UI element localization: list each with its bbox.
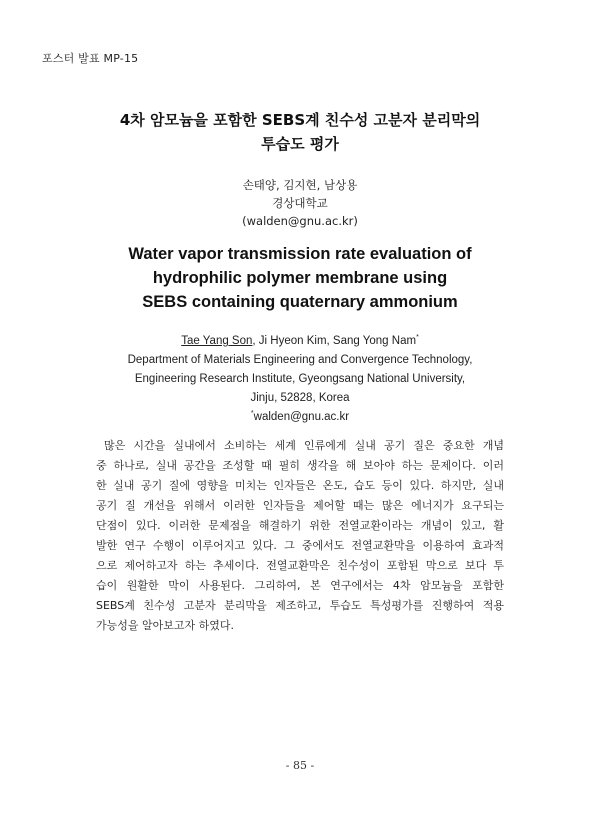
department: Department of Materials Engineering and Convergence Technology, xyxy=(127,354,473,366)
institute: Engineering Research Institute, Gyeongsang National University, xyxy=(134,373,466,385)
email-mark: * xyxy=(250,410,254,418)
abstract-body xyxy=(96,436,504,636)
english-author-email xyxy=(0,408,600,427)
english-title-line-1: Water vapor transmission rate evaluation of xyxy=(128,245,472,263)
other-authors: , Ji Hyeon Kim, Sang Yong Nam xyxy=(252,335,417,347)
korean-title xyxy=(0,108,600,156)
korean-title-line-2: 투습도 평가 xyxy=(261,135,339,153)
english-title-line-3: SEBS containing quaternary ammonium xyxy=(142,293,458,311)
abstract-line: 많은 시간을 실내에서 소비하는 세계 인류에게 실내 공기 질은 중요한 개념 xyxy=(104,439,504,452)
abstract-line: 습이 원활한 막이 사용된다. 그리하여, 본 연구에서는 4차 암모늄을 포함한 xyxy=(96,579,504,592)
english-title-line-2: hydrophilic polymer membrane using xyxy=(152,269,448,287)
abstract-line: 발한 연구 수행이 이루어지고 있다. 그 중에서도 전열교환막을 이용하여 효과적 xyxy=(96,539,504,552)
abstract-line: 으로 제어하고자 하는 추세이다. 전열교환막은 친수성이 포함된 막으로 보다 투 xyxy=(96,559,504,572)
abstract-line: 한 실내 공기 질에 영향을 미치는 인자들은 온도, 습도 등이 있다. 하지만, 실내 xyxy=(96,479,504,492)
korean-author-names: 손태양, 김지현, 남상용 xyxy=(242,178,358,192)
email-address: walden@gnu.ac.kr xyxy=(253,411,350,423)
korean-affiliation: 경상대학교 xyxy=(272,196,328,210)
english-author-block xyxy=(0,332,600,427)
korean-title-line-1: 4차 암모늄을 포함한 SEBS계 친수성 고분자 분리막의 xyxy=(119,111,481,129)
session-tag: 포스터 발표 MP-15 xyxy=(42,52,139,65)
korean-author-block xyxy=(0,176,600,230)
korean-author-email: (walden@gnu.ac.kr) xyxy=(242,214,358,228)
abstract-line: 가능성을 알아보고자 하였다. xyxy=(96,619,235,632)
abstract-line: 중 하나로, 실내 공간을 조성할 때 필히 생각을 해 보아야 하는 문제이다. 이러 xyxy=(96,459,504,472)
abstract-line: SEBS계 친수성 고분자 분리막을 제조하고, 투습도 특성평가를 진행하여 적용 xyxy=(96,599,504,612)
location: Jinju, 52828, Korea xyxy=(250,392,350,404)
english-title xyxy=(0,242,600,314)
page-number: - 85 - xyxy=(285,759,315,772)
corresponding-mark: * xyxy=(416,334,419,342)
abstract-line: 단점이 있다. 이러한 문제점을 해결하기 위한 전열교환이라는 개념이 있고, 활 xyxy=(96,519,504,532)
first-author: Tae Yang Son xyxy=(181,335,253,347)
abstract-line: 공기 질 개선을 위해서 이러한 인자들을 제어할 때는 많은 에너지가 요구되는 xyxy=(96,499,504,512)
english-author-names xyxy=(0,332,600,351)
